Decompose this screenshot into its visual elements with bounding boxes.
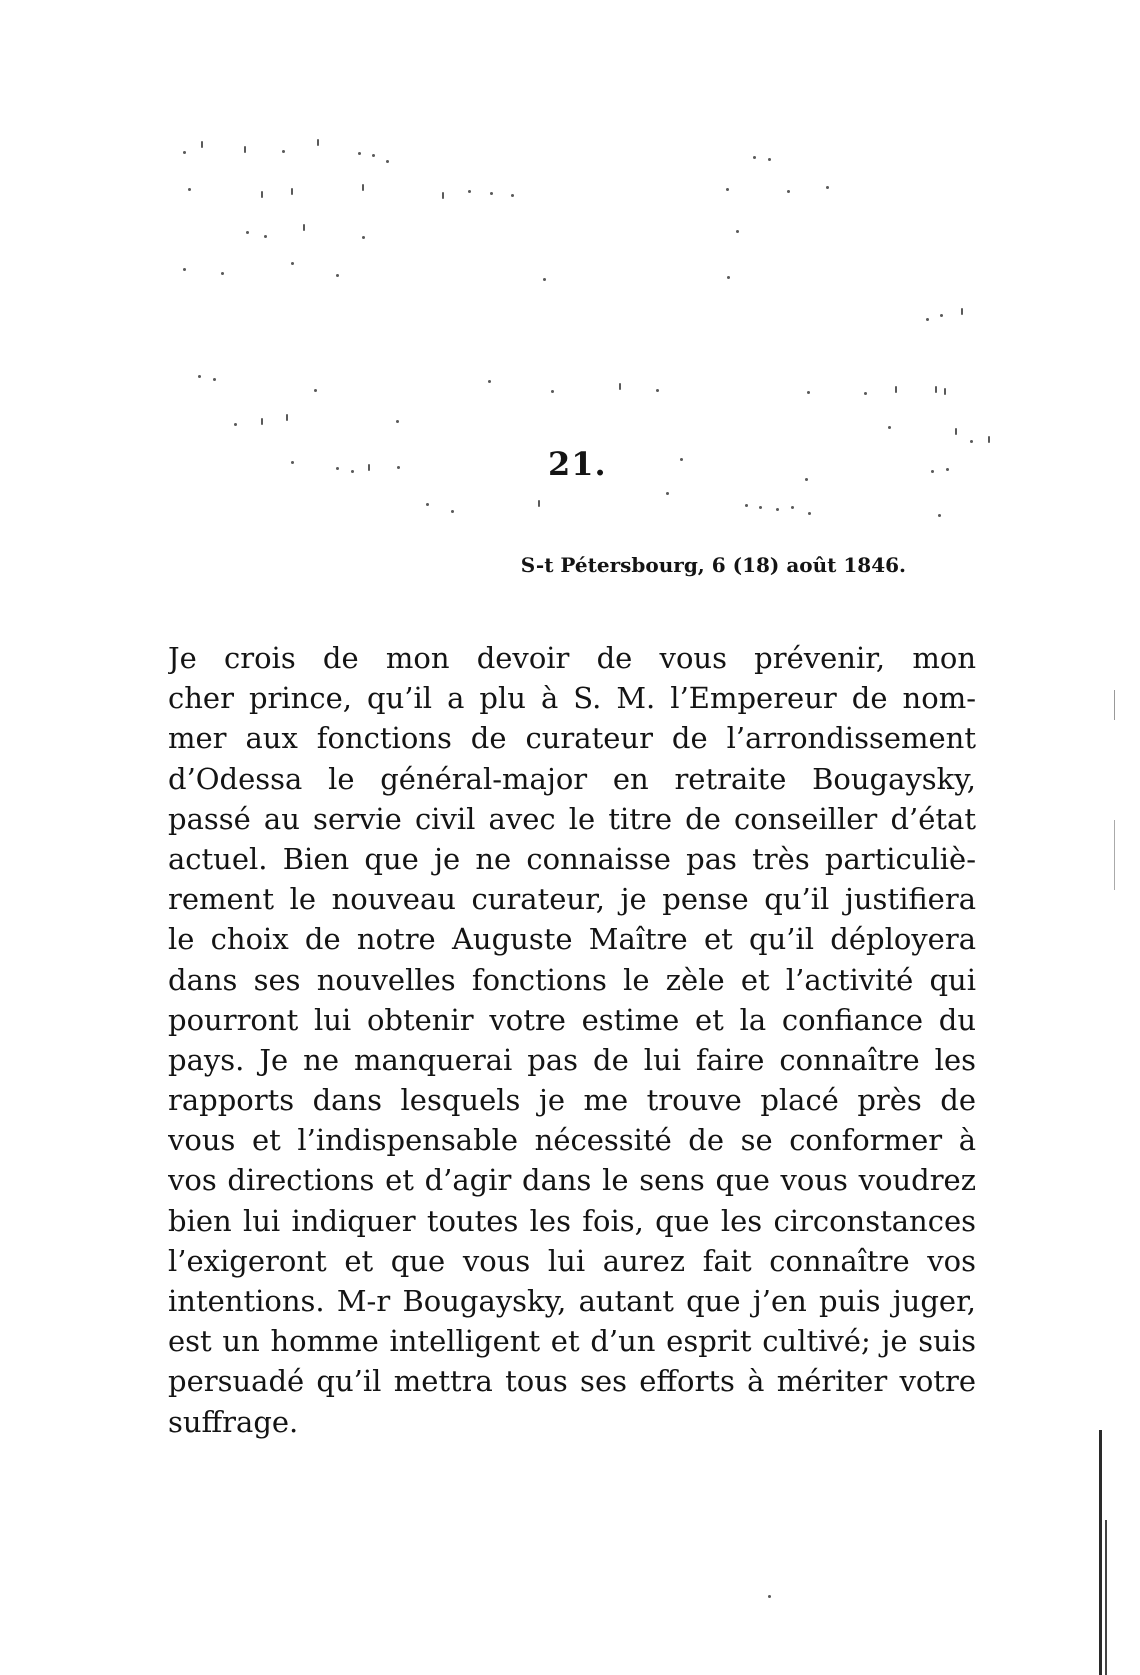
body-line: le choix de notre Auguste Maître et qu’il déployera — [168, 922, 976, 957]
body-line: persuadé qu’il mettra tous ses efforts à mériter votre — [168, 1364, 976, 1399]
scan-speck — [314, 389, 317, 392]
scan-speck — [805, 478, 808, 481]
scan-speck — [826, 186, 829, 189]
scan-speck — [286, 414, 288, 421]
scan-speck — [188, 188, 191, 191]
scan-speck — [396, 420, 399, 423]
scan-speck — [759, 506, 762, 509]
scan-speck — [261, 191, 263, 198]
body-line: actuel. Bien que je ne connaisse pas très particuliè- — [168, 841, 976, 876]
scan-speck — [940, 314, 943, 317]
scan-speck — [808, 512, 811, 515]
scan-speck — [946, 468, 949, 471]
body-line: suffrage. — [168, 1404, 299, 1439]
scan-speck — [234, 423, 237, 426]
scan-speck — [768, 1595, 771, 1598]
scan-speck — [488, 380, 491, 383]
scan-speck — [787, 190, 790, 193]
scan-speck — [261, 418, 263, 425]
scan-speck — [317, 139, 319, 146]
scan-speck — [864, 392, 867, 395]
body-line: vos directions et d’agir dans le sens que vous voudrez — [168, 1163, 976, 1198]
body-line: pays. Je ne manquerai pas de lui faire connaître les — [168, 1042, 976, 1077]
margin-rule — [1114, 690, 1115, 720]
body-line: dans ses nouvelles fonctions le zèle et l’activité qui — [168, 962, 976, 997]
scan-speck — [955, 428, 957, 435]
letter-body — [168, 638, 976, 1442]
scan-speck — [213, 378, 216, 381]
margin-rule — [1099, 1430, 1102, 1675]
margin-rule — [1114, 820, 1115, 890]
scan-speck — [451, 510, 454, 513]
scan-speck — [938, 514, 941, 517]
scan-speck — [551, 390, 554, 393]
scan-speck — [397, 466, 400, 469]
scan-speck — [538, 500, 540, 507]
scan-speck — [468, 190, 471, 193]
scan-speck — [727, 276, 730, 279]
scan-speck — [926, 318, 929, 321]
scan-speck — [442, 192, 444, 199]
scan-speck — [264, 235, 267, 238]
scan-speck — [183, 268, 186, 271]
dateline: S-t Pétersbourg, 6 (18) août 1846. — [520, 553, 906, 577]
body-line: l’exigeront et que vous lui aurez fait connaître vos — [168, 1243, 976, 1278]
scan-speck — [291, 188, 293, 195]
scan-speck — [368, 464, 370, 471]
body-line: mer aux fonctions de curateur de l’arrondissement — [168, 721, 976, 756]
body-line: rapports dans lesquels je me trouve placé près de — [168, 1083, 976, 1118]
scan-speck — [895, 386, 897, 393]
body-line: intentions. M-r Bougaysky, autant que j’en puis juger, — [168, 1284, 976, 1318]
scan-speck — [776, 508, 779, 511]
scan-speck — [680, 458, 683, 461]
body-line: d’Odessa le général-major en retraite Bougaysky, — [168, 761, 976, 796]
scan-speck — [935, 386, 937, 393]
scan-speck — [970, 440, 973, 443]
scan-speck — [888, 426, 891, 429]
scan-speck — [246, 231, 249, 234]
margin-rule — [1105, 1520, 1107, 1675]
scan-speck — [543, 278, 546, 281]
scan-speck — [988, 436, 990, 443]
scan-speck — [244, 146, 246, 153]
scan-speck — [183, 151, 186, 154]
scan-speck — [351, 470, 354, 473]
scan-speck — [745, 504, 748, 507]
letter-number: 21. — [548, 445, 607, 483]
scan-speck — [656, 389, 659, 392]
scan-speck — [619, 383, 621, 390]
scan-speck — [807, 391, 810, 394]
scan-speck — [362, 236, 365, 239]
scan-speck — [198, 375, 201, 378]
body-line: Je crois de mon devoir de vous prévenir, mon — [168, 641, 976, 675]
body-line: est un homme intelligent et d’un esprit cultivé; je suis — [168, 1324, 976, 1359]
scan-speck — [358, 152, 361, 155]
scan-speck — [362, 184, 364, 191]
scan-speck — [490, 192, 493, 195]
scan-speck — [944, 388, 946, 395]
scan-speck — [303, 224, 305, 231]
body-line: bien lui indiquer toutes les fois, que les circonstances — [168, 1203, 976, 1238]
body-line: passé au servie civil avec le titre de conseiller d’état — [168, 801, 976, 836]
scan-speck — [372, 154, 375, 157]
scan-speck — [768, 158, 771, 161]
scan-speck — [753, 156, 756, 159]
body-line: cher prince, qu’il a plu à S. M. l’Empereur de nom- — [168, 681, 976, 716]
scan-speck — [666, 492, 669, 495]
scan-speck — [291, 461, 294, 464]
scan-speck — [736, 230, 739, 233]
scan-speck — [282, 150, 285, 153]
scan-speck — [291, 262, 294, 265]
body-line: vous et l’indispensable nécessité de se conformer à — [168, 1123, 976, 1158]
scan-speck — [931, 470, 934, 473]
body-line: rement le nouveau curateur, je pense qu’il justifiera — [168, 882, 976, 917]
scan-speck — [221, 272, 224, 275]
scan-speck — [791, 506, 794, 509]
scan-speck — [511, 194, 514, 197]
scan-speck — [386, 160, 389, 163]
scan-speck — [201, 141, 203, 148]
scan-speck — [726, 188, 729, 191]
body-line: pourront lui obtenir votre estime et la confiance du — [168, 1002, 976, 1037]
scan-speck — [426, 503, 429, 506]
scan-speck — [961, 308, 963, 315]
scan-speck — [336, 467, 339, 470]
scan-speck — [336, 274, 339, 277]
